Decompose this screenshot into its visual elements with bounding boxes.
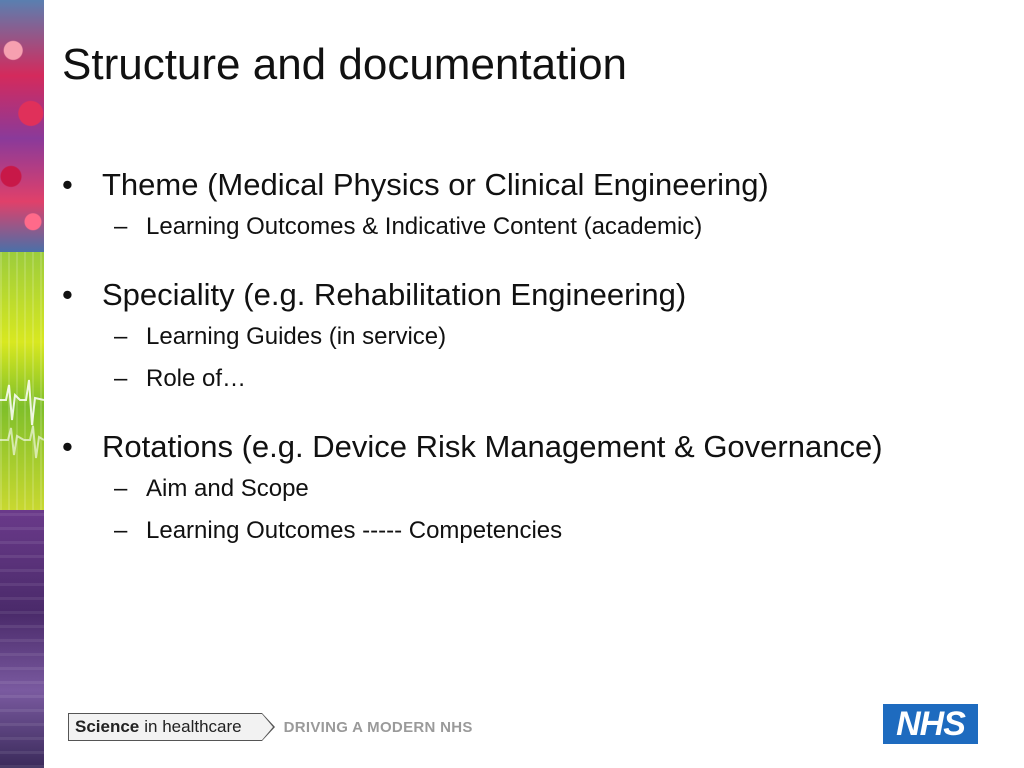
bullet-marker: • [62, 429, 73, 464]
brand-rest-text: in healthcare [144, 717, 242, 736]
science-in-healthcare-logo [68, 713, 262, 741]
bullet-item [62, 428, 1002, 466]
sub-bullet-marker: – [114, 517, 128, 544]
bullet-marker: • [62, 277, 73, 312]
brand-bold-text: Science [75, 717, 140, 736]
bullet-text: Speciality (e.g. Rehabilitation Engineering) [102, 277, 687, 312]
sub-bullet-item [62, 468, 1002, 510]
sub-bullet-item [62, 316, 1002, 358]
sub-bullet-item [62, 358, 1002, 400]
sub-bullet-text: Aim and Scope [146, 475, 309, 502]
bullet-item [62, 166, 1002, 204]
sub-bullet-text: Learning Outcomes & Indicative Content (academic) [146, 213, 703, 240]
bullet-group [62, 166, 1002, 248]
nhs-logo-text: NHS [896, 705, 965, 743]
slide-content [62, 166, 1002, 580]
sub-bullet-marker: – [114, 323, 128, 350]
sub-bullet-marker: – [114, 365, 128, 392]
bullet-text: Rotations (e.g. Device Risk Management & Governance) [102, 429, 883, 464]
slide-title: Structure and documentation [62, 40, 628, 89]
bullet-marker: • [62, 167, 73, 202]
nhs-logo [883, 704, 978, 744]
bullet-group [62, 428, 1002, 552]
sub-bullet-text: Learning Guides (in service) [146, 323, 447, 350]
bullet-text: Theme (Medical Physics or Clinical Engineering) [102, 167, 769, 202]
decorative-image-strip [0, 0, 44, 768]
ecg-trace-graphic [0, 0, 44, 768]
footer-tagline: DRIVING A MODERN NHS [283, 718, 473, 736]
sub-bullet-text: Learning Outcomes ----- Competencies [146, 517, 563, 544]
bullet-item [62, 276, 1002, 314]
sub-bullet-marker: – [114, 213, 128, 240]
sub-bullet-item [62, 510, 1002, 552]
footer-brand [68, 712, 473, 742]
sub-bullet-text: Role of… [146, 365, 247, 392]
sub-bullet-item [62, 206, 1002, 248]
bullet-group [62, 276, 1002, 400]
sub-bullet-marker: – [114, 475, 128, 502]
